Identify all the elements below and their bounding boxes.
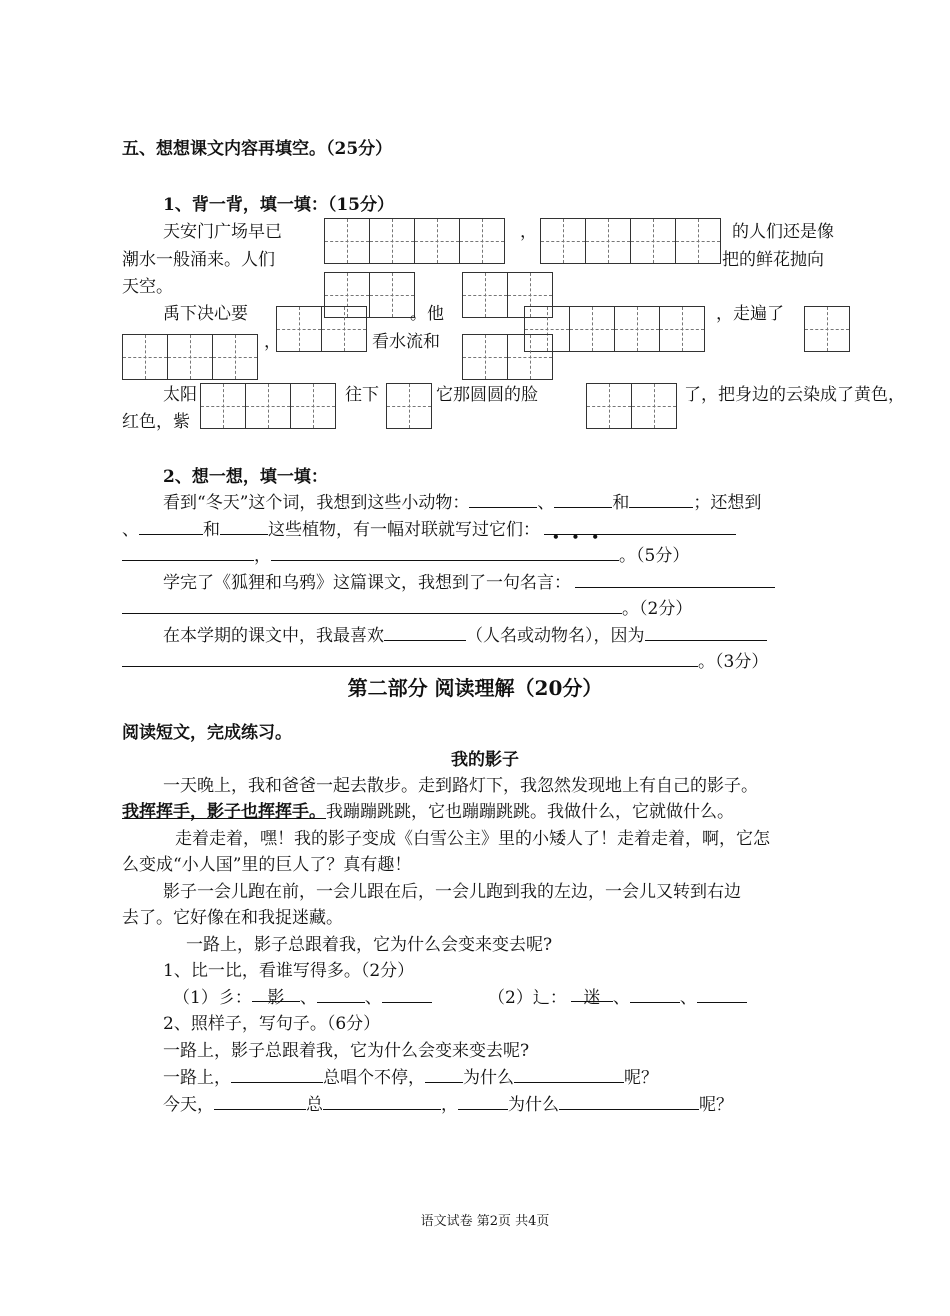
- q1-text: 往下: [345, 385, 379, 405]
- answer-blank[interactable]: 迷: [571, 983, 613, 1002]
- answer-blank[interactable]: [469, 489, 537, 508]
- q1-text: 天安门广场早已: [163, 222, 282, 242]
- q2-line: ， 。（5分）: [122, 541, 689, 566]
- q2-line: 学完了《狐狸和乌鸦》这篇课文，我想到了一句名言：: [163, 568, 775, 593]
- answer-blank[interactable]: [122, 542, 254, 561]
- q1-text: 把的鲜花抛向: [722, 250, 824, 270]
- answer-blank[interactable]: [382, 984, 432, 1003]
- answer-blank[interactable]: [645, 622, 767, 641]
- answer-blank[interactable]: [514, 1064, 624, 1083]
- answer-blank[interactable]: [122, 595, 622, 614]
- q1-text: ，: [264, 332, 281, 352]
- q1-text: 看水流和: [372, 332, 440, 352]
- answer-blank[interactable]: [271, 542, 619, 561]
- part-title: 第二部分 阅读理解（20分）: [347, 676, 603, 700]
- q2-title: 2、想一想，填一填：: [163, 467, 328, 487]
- q1-text: 红色，紫: [122, 412, 190, 432]
- section-title: 五、想想课文内容再填空。（25分）: [122, 139, 393, 159]
- char-grid[interactable]: [804, 306, 849, 352]
- answer-blank[interactable]: [122, 648, 698, 667]
- q1-text: ，走遍了: [716, 304, 784, 324]
- answer-blank[interactable]: [575, 569, 775, 588]
- instruction: 阅读短文，完成练习。: [122, 723, 292, 743]
- story-paragraph: 去了。它好像在和我捉迷藏。: [122, 908, 343, 928]
- exercise-line: （1）彡： 影 、 、: [173, 983, 432, 1008]
- answer-blank[interactable]: [559, 1091, 699, 1110]
- q1-text: ，: [520, 222, 537, 242]
- exercise-line: 一路上， 总唱个不停， 为什么 呢？: [163, 1063, 658, 1088]
- exercise-line: （2）辶： 迷 、 、: [488, 983, 747, 1008]
- exercise-title: 1、比一比，看谁写得多。（2分）: [163, 961, 415, 981]
- char-grid[interactable]: [586, 383, 676, 429]
- exercise-line: 今天， 总 ， 为什么 呢？: [163, 1090, 733, 1115]
- answer-blank[interactable]: [220, 516, 268, 535]
- answer-blank[interactable]: [697, 984, 747, 1003]
- q1-text: 太阳: [163, 385, 197, 405]
- char-grid[interactable]: [122, 334, 257, 380]
- q1-text: 它那圆圆的脸: [436, 385, 538, 405]
- q1-text: 潮水一般涌来。人们: [122, 250, 275, 270]
- exercise-title: 2、照样子，写句子。（6分）: [163, 1014, 381, 1034]
- story-paragraph: 一天晚上，我和爸爸一起去散步。走到路灯下，我忽然发现地上有自己的影子。: [163, 776, 758, 796]
- q2-line: 。（2分）: [122, 594, 692, 619]
- q2-line: 看到“冬天”这个词，我想到这些小动物： 、 和 ；还想到: [163, 488, 761, 513]
- answer-blank[interactable]: [458, 1091, 508, 1110]
- char-grid[interactable]: [276, 306, 366, 352]
- exercise-example: 一路上，影子总跟着我，它为什么会变来变去呢?: [163, 1041, 530, 1061]
- char-grid[interactable]: [386, 383, 431, 429]
- story-paragraph: 我挥挥手，影子也挥挥手。我蹦蹦跳跳，它也蹦蹦跳跳。我做什么，它就做什么。: [122, 802, 734, 822]
- char-grid[interactable]: [324, 218, 504, 264]
- q2-line: 在本学期的课文中，我最喜欢 （人名或动物名），因为: [163, 621, 767, 646]
- char-grid[interactable]: [200, 383, 335, 429]
- q1-text: 禹下决心要: [163, 304, 248, 324]
- answer-blank[interactable]: 影: [252, 983, 300, 1002]
- q1-text: 天空。: [122, 277, 173, 297]
- q1-title: 1、背一背，填一填：（15分）: [163, 195, 394, 215]
- q1-text: 。他: [410, 304, 444, 324]
- story-paragraph: 走着走着，嘿！我的影子变成《白雪公主》里的小矮人了！走着走着，啊，它怎: [175, 829, 770, 849]
- char-grid[interactable]: [462, 334, 552, 380]
- answer-blank[interactable]: [317, 984, 365, 1003]
- story-paragraph: 影子一会儿跑在前，一会儿跟在后，一会儿跑到我的左边，一会儿又转到右边: [163, 882, 741, 902]
- answer-blank[interactable]: [214, 1091, 306, 1110]
- q2-line: 、 和 这些植物，有一幅对联就写过它们：: [122, 515, 736, 540]
- q1-text: 了，把身边的云染成了黄色，: [684, 385, 905, 405]
- answer-blank[interactable]: [629, 489, 693, 508]
- answer-blank[interactable]: [630, 984, 680, 1003]
- story-title: 我的影子: [451, 750, 519, 770]
- emphasis-dots: •••: [552, 530, 612, 544]
- answer-blank[interactable]: [323, 1091, 441, 1110]
- answer-blank[interactable]: [139, 516, 203, 535]
- char-grid[interactable]: [540, 218, 720, 264]
- answer-blank[interactable]: [425, 1064, 463, 1083]
- answer-blank[interactable]: [554, 489, 612, 508]
- answer-blank[interactable]: [384, 622, 466, 641]
- page-footer: 语文试卷 第2页 共4页: [420, 1214, 550, 1229]
- answer-blank[interactable]: [231, 1064, 323, 1083]
- q2-line: 。（3分）: [122, 647, 768, 672]
- story-paragraph: 么变成“小人国”里的巨人了？真有趣！: [122, 855, 412, 875]
- story-paragraph: 一路上，影子总跟着我，它为什么会变来变去呢?: [186, 935, 553, 955]
- q1-text: 的人们还是像: [732, 222, 834, 242]
